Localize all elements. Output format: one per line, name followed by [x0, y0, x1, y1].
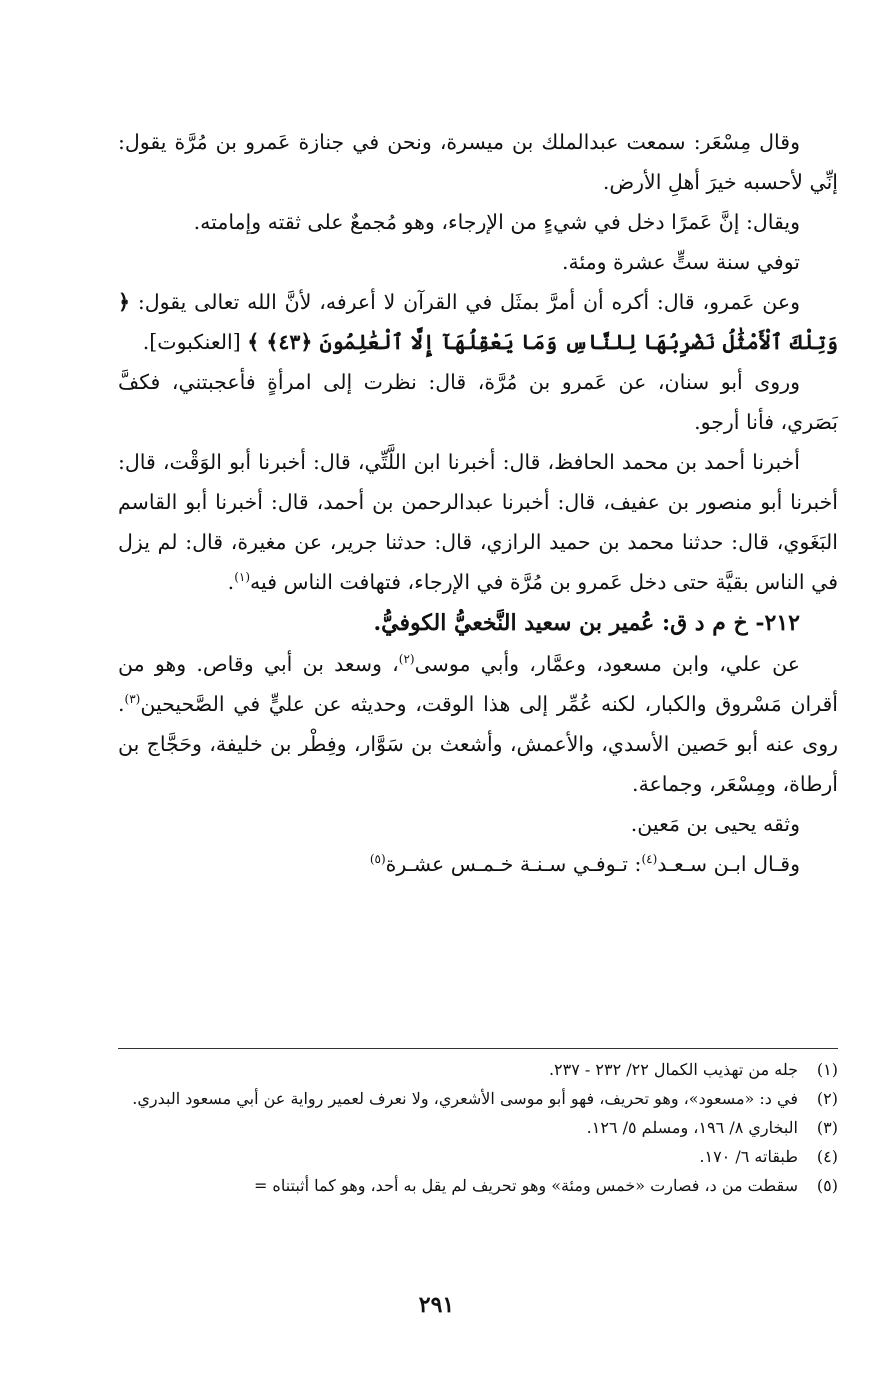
page-number: ٢٩١ [418, 1292, 455, 1318]
isnad-text: أخبرنا أحمد بن محمد الحافظ، قال: أخبرنا ابن اللَّتِّي، قال: أخبرنا أبو الوَقْت، قال: أخبرنا أبو منصور بن عفيف، قال: أخبرنا عبدالرحمن بن أحمد، قال: أخبرنا أبو القاسم البَغَوي، قال: حدثنا محمد بن حميد الرازي، قال: حدثنا جرير، عن مغيرة، قال: لم يزل في الناس بقيَّة حتى دخل عَمرو بن مُرَّة في الإرجاء، فتهافت الناس فيه [118, 450, 838, 594]
paragraph-misar: وقال مِسْعَر: سمعت عبدالملك بن ميسرة، ونحن في جنازة عَمرو بن مُرَّة يقول: إنِّي لأحسبه خيرَ أهلِ الأرض. [118, 130, 838, 194]
quran-intro: وعن عَمرو، قال: أكره أن أمرَّ بمثَل في القرآن لا أعرفه، لأنَّ الله تعالى يقول: [130, 290, 800, 314]
footnote-text: سقطت من د، فصارت «خمس ومئة» وهو تحريف لم يقل به أحد، وهو كما أثبتناه = [253, 1176, 798, 1195]
footnote-text: البخاري ٨/ ١٩٦، ومسلم ٥/ ١٢٦. [586, 1118, 798, 1137]
umair-text-a: عن علي، وابن مسعود، وعمَّار، وأبي موسى [414, 652, 801, 676]
isnad-end: . [227, 570, 235, 594]
footnote-1 [118, 1055, 838, 1084]
footnote-ref-2[interactable]: (٢) [398, 652, 415, 667]
footnote-text: طبقاته ٦/ ١٧٠. [699, 1147, 798, 1166]
paragraph-quran-parable [118, 282, 838, 362]
footnote-ref-5[interactable]: (٥) [369, 852, 386, 867]
paragraph-irja: ويقال: إنَّ عَمرًا دخل في شيءٍ من الإرجاء، وهو مُجمعٌ على ثقته وإمامته. [193, 210, 800, 234]
ibn-sad-text-a: وقـال ابـن سـعـد [657, 852, 800, 876]
umair-text-b: ، وسعد بن أبي وقاص. وهو من أقران مَسْروق والكبار، لكنه عُمِّر إلى هذا الوقت، وحديثه عن عليٍّ في الصَّحيحين [118, 652, 838, 716]
footnote-2 [118, 1084, 838, 1113]
surah-name: [العنكبوت]. [142, 330, 248, 354]
paragraph-death-year: توفي سنة ستٍّ عشرة ومئة. [561, 250, 800, 274]
footnote-number: (٤) [816, 1147, 838, 1166]
footnote-text: جله من تهذيب الكمال ٢٢/ ٢٣٢ - ٢٣٧. [548, 1060, 798, 1079]
footnote-ref-4[interactable]: (٤) [641, 852, 658, 867]
ibn-sad-text-b: : تـوفـي سـنـة خـمـس عشـرة [385, 852, 642, 876]
footnote-number: (٢) [816, 1089, 838, 1108]
footnote-text: في د: «مسعود»، وهو تحريف، فهو أبو موسى الأشعري، ولا نعرف لعمير رواية عن أبي مسعود البدري. [132, 1089, 798, 1108]
paragraph-isnad [118, 442, 838, 602]
footnote-ref-1[interactable]: (١) [234, 570, 251, 585]
main-text [118, 122, 838, 884]
footnote-number: (٣) [816, 1118, 838, 1137]
footnote-4 [118, 1142, 838, 1171]
entry-heading: ٢١٢- خ م د ق: عُمير بن سعيد النَّخعيُّ الكوفيُّ. [373, 610, 800, 636]
paragraph-abu-sinan: وروى أبو سنان، عن عَمرو بن مُرَّة، قال: نظرت إلى امرأةٍ فأعجبتني، فكفَّ بَصَري، فأنا أرجو. [118, 370, 838, 434]
footnote-ref-3[interactable]: (٣) [124, 692, 141, 707]
footnote-5 [118, 1171, 838, 1200]
footnote-number: (٥) [816, 1176, 838, 1195]
paragraph-thiqa: وثقه يحيى بن مَعين. [630, 812, 800, 836]
paragraph-ibn-sad [118, 844, 838, 884]
umair-text-c: . روى عنه أبو حَصين الأسدي، والأعمش، وأشعث بن سَوَّار، وفِطْر بن خليفة، وحَجَّاج بن أرطاة، ومِسْعَر، وجماعة. [118, 692, 838, 796]
footnote-number: (١) [816, 1060, 838, 1079]
quran-verse: ﴿ وَتِلْكَ ٱلْأَمْثَٰلُ نَضْرِبُهَا لِلنَّاسِ وَمَا يَعْقِلُهَآ إِلَّا ٱلْعَٰلِمُونَ ﴿٤٣﴾ ﴾ [118, 290, 838, 354]
footnote-3 [118, 1113, 838, 1142]
footnotes [118, 1048, 838, 1200]
paragraph-umair [118, 644, 838, 804]
